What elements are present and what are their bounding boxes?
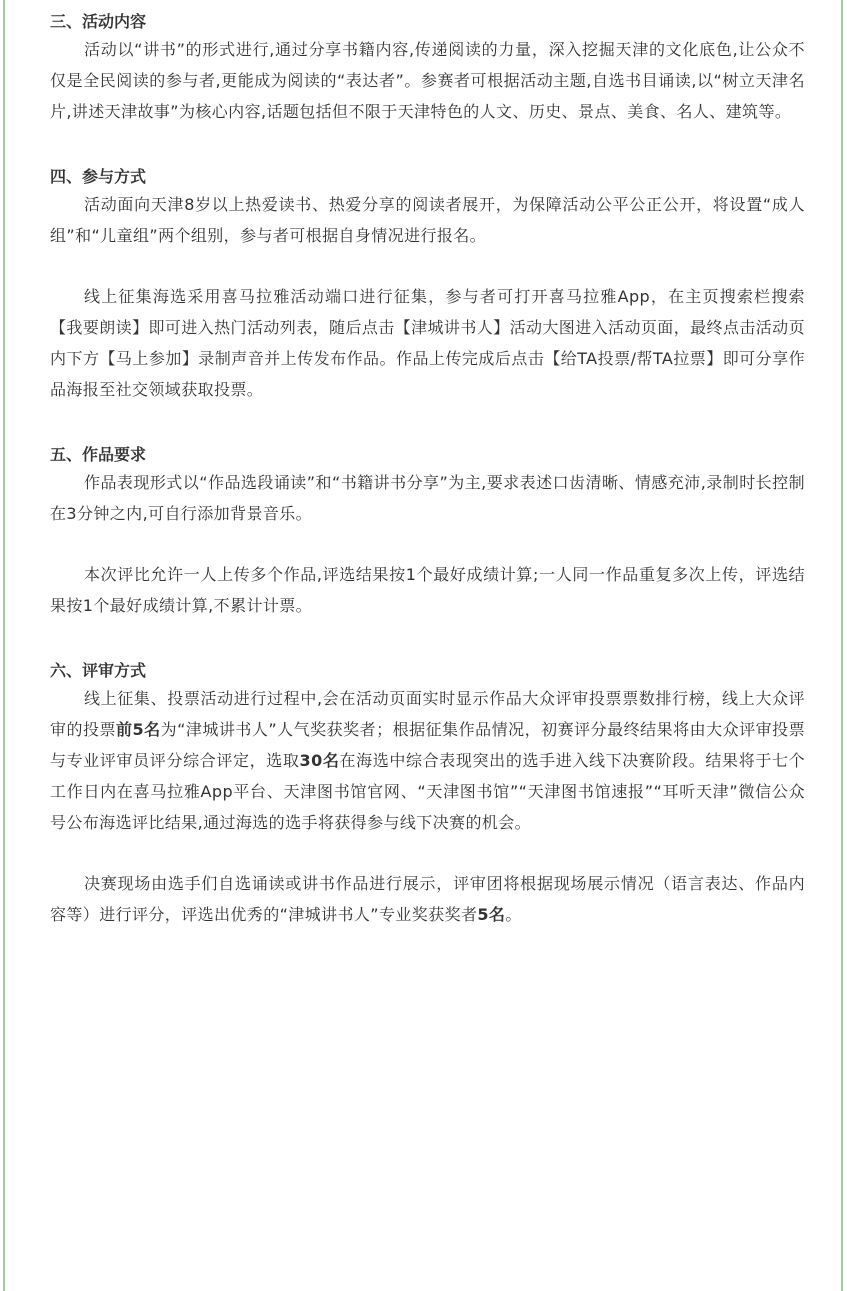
bold-text: 30名	[299, 751, 340, 770]
paragraph: 线上征集海选采用喜马拉雅活动端口进行征集，参与者可打开喜马拉雅App，在主页搜索栏搜索【我要朗读】即可进入热门活动列表，随后点击【津城讲书人】活动大图进入活动页面，最终点击活动页内下方【马上参加】录制声音并上传发布作品。作品上传完成后点击【给TA投票/帮TA拉票】即可分享作品海报至社交领域获取投票。	[50, 287, 805, 399]
section-review-method	[50, 659, 805, 930]
paragraph: 活动面向天津8岁以上热爱读书、热爱分享的阅读者展开，为保障活动公平公正公开，将设置“成人组”和“儿童组”两个组别，参与者可根据自身情况进行报名。	[50, 195, 805, 245]
paragraph: 本次评比允许一人上传多个作品,评选结果按1个最好成绩计算;一人同一作品重复多次上传，评选结果按1个最好成绩计算,不累计计票。	[50, 565, 805, 615]
section-work-requirements	[50, 443, 805, 621]
section-heading: 三、活动内容	[50, 12, 147, 31]
text-run: 在海选中综合表现突出的选手进入线下决赛阶段。结果将于七个工作日内在喜马拉雅App平台、天津图书馆官网、“天津图书馆”“天津图书馆速报”“耳听天津”微信公众号公布海选评比结果,通过海选的选手将获得参与线下决赛的机会。	[50, 751, 805, 832]
bold-text: 5名	[477, 905, 506, 924]
text-run: 为“津城讲书人”人气奖获奖者；根据征集作品情况，初赛评分最终结果将由大众评审投票与专业评审员评分综合评定，选取	[50, 720, 805, 770]
text-run: 。	[505, 905, 522, 924]
paragraph	[50, 683, 805, 838]
text-run: 决赛现场由选手们自选诵读或讲书作品进行展示，评审团将根据现场展示情况（语言表达、作品内容等）进行评分，评选出优秀的“津城讲书人”专业奖获奖者	[50, 874, 805, 924]
section-participation	[50, 165, 805, 405]
paragraph	[50, 868, 805, 930]
document-body	[50, 10, 805, 930]
section-heading: 六、评审方式	[50, 661, 147, 680]
section-heading: 四、参与方式	[50, 167, 147, 186]
bold-text: 前5名	[116, 720, 161, 739]
section-heading: 五、作品要求	[50, 445, 147, 464]
text-run: 线上征集、投票活动进行过程中,会在活动页面实时显示作品大众评审投票票数排行榜，线上大众评审的投票	[50, 689, 805, 739]
section-activity-content	[50, 10, 805, 127]
paragraph: 作品表现形式以“作品选段诵读”和“书籍讲书分享”为主,要求表述口齿清晰、情感充沛,录制时长控制在3分钟之内,可自行添加背景音乐。	[50, 473, 805, 523]
paragraph: 活动以“讲书”的形式进行,通过分享书籍内容,传递阅读的力量，深入挖掘天津的文化底色,让公众不仅是全民阅读的参与者,更能成为阅读的“表达者”。参赛者可根据活动主题,自选书目诵读,以“树立天津名片,讲述天津故事”为核心内容,话题包括但不限于天津特色的人文、历史、景点、美食、名人、建筑等。	[50, 40, 805, 121]
